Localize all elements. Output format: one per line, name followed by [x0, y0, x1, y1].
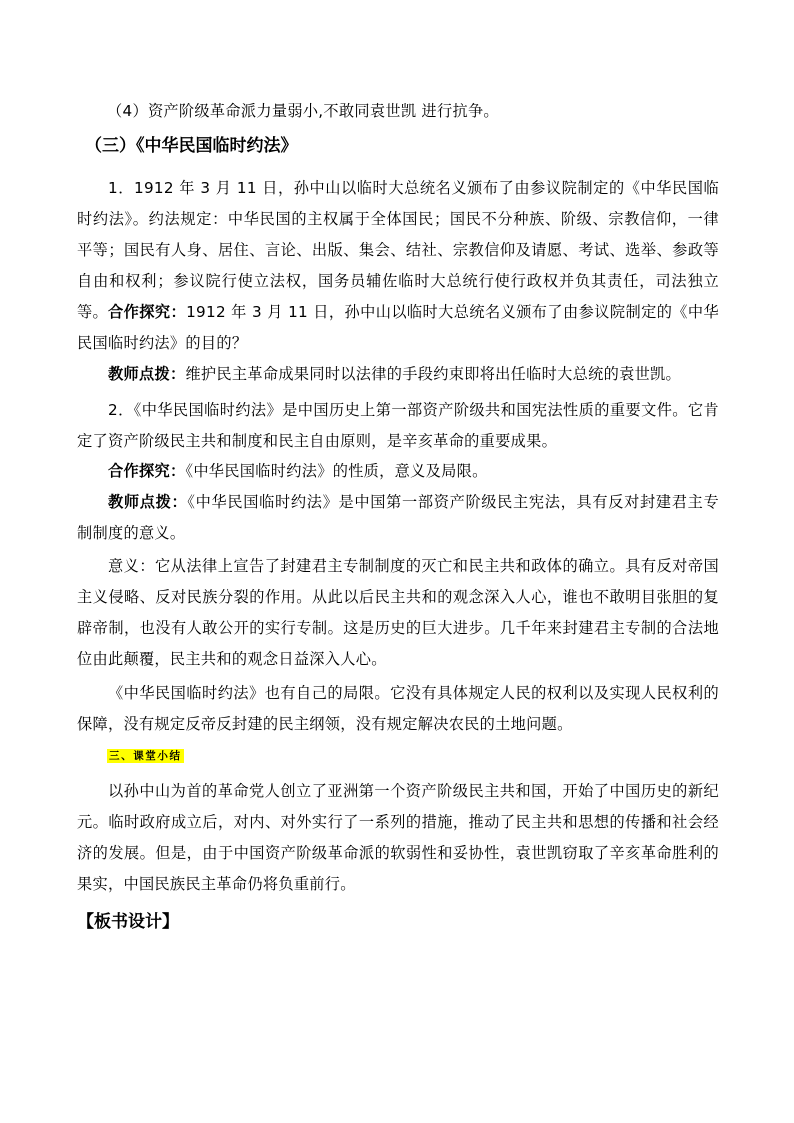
- inquiry-text: 《中华民国临时约法》的性质，意义及局限。: [185, 462, 488, 480]
- summary-heading: 三、课堂小结: [109, 750, 182, 762]
- teacher-text: 《中华民国临时约法》是中国第一部资产阶级民主宪法，具有反对封建君主专制制度的意义。: [77, 493, 719, 542]
- board-design-heading: 【板书设计】: [77, 912, 179, 932]
- teacher-label: 教师点拨：: [108, 365, 186, 383]
- cooperative-inquiry-2: [77, 456, 719, 487]
- limits-paragraph: 《中华民国临时约法》也有自己的局限。它没有具体规定人民的权利以及实现人民权利的保障，没有规定反帝反封建的民主纲领，没有规定解决农民的土地问题。: [77, 684, 719, 733]
- point-4-text: （4）资产阶级革命派力量弱小,不敢同袁世凯 进行抗争。: [107, 102, 499, 120]
- teacher-label: 教师点拨：: [108, 493, 188, 511]
- paragraph-2: 2．《中华民国临时约法》是中国历史上第一部资产阶级共和国宪法性质的重要文件。它肯定了资产阶级民主共和制度和民主自由原则，是辛亥革命的重要成果。: [77, 401, 719, 450]
- section-heading: （三）《中华民国临时约法》: [85, 136, 298, 156]
- inquiry-text: 1912 年 3 月 11 日，孙中山以临时大总统名义颁布了由参议院制定的《中华民国临时约法》的目的？: [77, 303, 720, 352]
- inquiry-label: 合作探究：: [108, 462, 186, 480]
- teacher-text: 维护民主革命成果同时以法律的手段约束即将出任临时大总统的袁世凯。: [185, 365, 682, 383]
- teacher-note-2: [77, 487, 719, 549]
- cooperative-inquiry-1: [77, 297, 719, 359]
- summary-heading-row: [107, 743, 707, 765]
- summary-paragraph: 以孙中山为首的革命党人创立了亚洲第一个资产阶级民主共和国，开始了中国历史的新纪元。临时政府成立后，对内、对外实行了一系列的措施，推动了民主共和思想的传播和社会经济的发展。但是，由于中国资产阶级革命派的软弱性和妥协性，袁世凯窃取了辛亥革命胜利的果实，中国民族民主革命仍将负重前行。: [77, 782, 719, 893]
- teacher-note-1: [77, 359, 719, 390]
- meaning-paragraph: 意义：它从法律上宣告了封建君主专制制度的灭亡和民主共和政体的确立。具有反对帝国主义侵略、反对民族分裂的作用。从此以后民主共和的观念深入人心，谁也不敢明目张胆的复辟帝制，也没有人敢公开的实行专制。这是历史的巨大进步。几千年来封建君主专制的合法地位由此颠覆，民主共和的观念日益深入人心。: [77, 557, 719, 668]
- inquiry-label: 合作探究：: [108, 303, 187, 321]
- paragraph-1: 1．1912 年 3 月 11 日，孙中山以临时大总统名义颁布了由参议院制定的《中华民国临时约法》。约法规定：中华民国的主权属于全体国民；国民不分种族、阶级、宗教信仰，一律平等；国民有人身、居住、言论、出版、集会、结社、宗教信仰及请愿、考试、选举、参政等自由和权利；参议院行使立法权，国务员辅佐临时大总统行使行政权并负其责任，司法独立等。: [77, 179, 719, 321]
